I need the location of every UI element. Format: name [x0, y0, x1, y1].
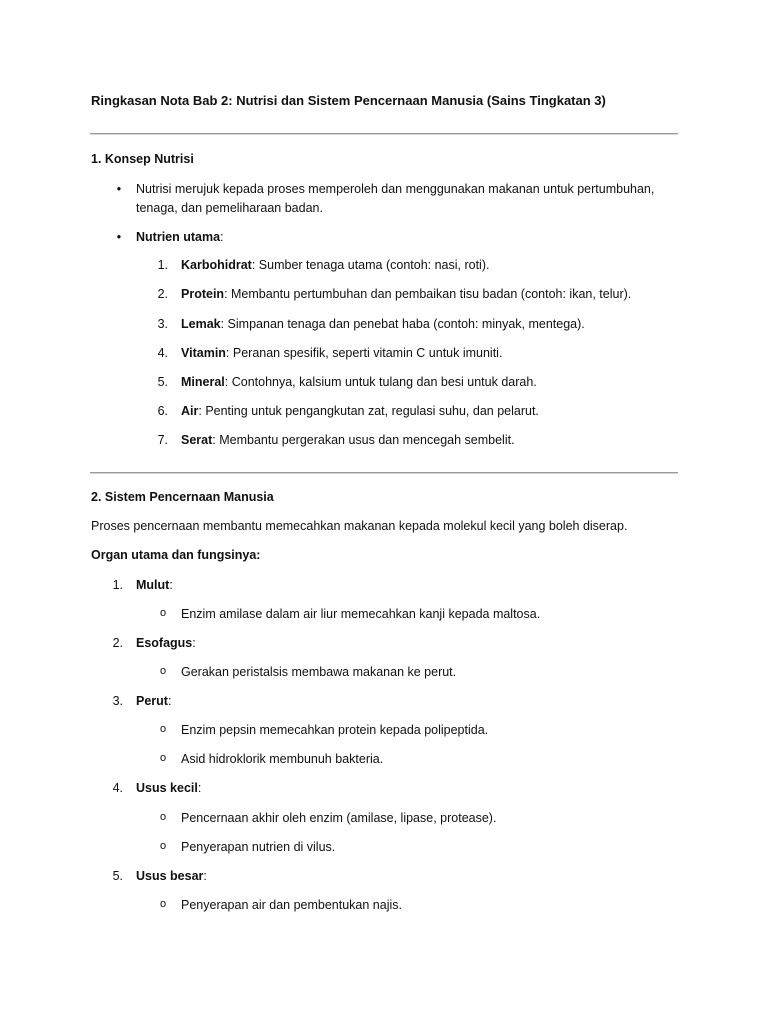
- organ-name: Usus besar: [136, 869, 204, 883]
- sub-list-text: Penyerapan nutrien di vilus.: [181, 840, 336, 854]
- organ-colon: :: [167, 694, 172, 708]
- bullet-text: [136, 228, 681, 247]
- list-number: 2.: [157, 287, 168, 301]
- list-item-text: [136, 869, 207, 883]
- circle-bullet-icon: o: [159, 840, 167, 852]
- bullet-text: Nutrisi merujuk kepada proses memperoleh dan menggunakan makanan untuk pertumbuhan, tenaga, dan pemeliharaan badan.: [136, 182, 655, 215]
- nutrient-desc: : Membantu pergerakan usus dan mencegah sembelit.: [212, 433, 515, 447]
- nutrient-name: Air: [181, 404, 199, 418]
- list-number: 6.: [157, 404, 168, 418]
- list-number: 1.: [157, 258, 168, 272]
- list-number: 1.: [112, 578, 123, 592]
- nutrient-desc: : Contohnya, kalsium untuk tulang dan besi untuk darah.: [224, 375, 537, 389]
- sub-list-text: Penyerapan air dan pembentukan najis.: [181, 898, 402, 912]
- nutrient-desc: : Membantu pertumbuhan dan pembaikan tisu badan (contoh: ikan, telur).: [224, 287, 632, 301]
- organ-name: Mulut: [136, 578, 170, 592]
- list-number: 3.: [112, 694, 123, 708]
- list-item-text: [181, 404, 539, 418]
- circle-bullet-icon: o: [159, 898, 167, 910]
- sub-list-text: Enzim pepsin memecahkan protein kepada polipeptida.: [181, 723, 489, 737]
- list-number: 5.: [157, 375, 168, 389]
- list-item-text: [181, 317, 585, 331]
- list-item-text: [136, 694, 171, 708]
- organ-colon: :: [192, 636, 196, 650]
- organ-name: Esofagus: [136, 636, 193, 650]
- list-item-text: [181, 346, 502, 360]
- bullet-bold-label: Nutrien utama: [136, 230, 221, 244]
- nutrient-desc: : Simpanan tenaga dan penebat haba (contoh: minyak, mentega).: [220, 317, 585, 331]
- list-item-text: [181, 258, 489, 272]
- section-heading-pencernaan: 2. Sistem Pencernaan Manusia: [91, 490, 274, 504]
- nutrient-name: Vitamin: [181, 346, 226, 360]
- list-item-text: [181, 287, 631, 301]
- organ-colon: :: [197, 781, 202, 795]
- nutrient-name: Lemak: [181, 317, 221, 331]
- bullet-dot-icon: •: [116, 182, 122, 196]
- nutrient-desc: : Penting untuk pengangkutan zat, regulasi suhu, dan pelarut.: [198, 404, 539, 418]
- list-item-text: [181, 433, 515, 447]
- list-item-text: [136, 636, 196, 650]
- document-title: Ringkasan Nota Bab 2: Nutrisi dan Sistem Pencernaan Manusia (Sains Tingkatan 3): [91, 93, 606, 108]
- circle-bullet-icon: o: [159, 811, 167, 823]
- list-number: 5.: [112, 869, 123, 883]
- organ-name: Usus kecil: [136, 781, 198, 795]
- list-number: 4.: [157, 346, 168, 360]
- nutrient-name: Mineral: [181, 375, 225, 389]
- list-number: 7.: [157, 433, 168, 447]
- organ-name: Perut: [136, 694, 168, 708]
- section-heading-nutrisi: 1. Konsep Nutrisi: [91, 152, 194, 166]
- nutrient-name: Serat: [181, 433, 213, 447]
- list-item-text: [136, 578, 173, 592]
- sub-list-text: Enzim amilase dalam air liur memecahkan kanji kepada maltosa.: [181, 607, 541, 621]
- list-item-text: [181, 375, 537, 389]
- nutrient-name: Protein: [181, 287, 225, 301]
- nutrient-desc: : Peranan spesifik, seperti vitamin C untuk imuniti.: [225, 346, 503, 360]
- nutrient-desc: : Sumber tenaga utama (contoh: nasi, roti).: [251, 258, 490, 272]
- section-intro: Proses pencernaan membantu memecahkan makanan kepada molekul kecil yang boleh diserap.: [91, 519, 628, 533]
- sub-list-text: Gerakan peristalsis membawa makanan ke perut.: [181, 665, 457, 679]
- divider: [90, 133, 678, 135]
- bullet-dot-icon: •: [116, 230, 122, 244]
- circle-bullet-icon: o: [159, 723, 167, 735]
- list-number: 4.: [112, 781, 123, 795]
- nutrient-name: Karbohidrat: [181, 258, 252, 272]
- circle-bullet-icon: o: [159, 752, 167, 764]
- list-number: 2.: [112, 636, 123, 650]
- subheading-organs: Organ utama dan fungsinya:: [91, 548, 261, 562]
- list-item-text: [136, 781, 201, 795]
- organ-colon: :: [169, 578, 173, 592]
- sub-list-text: Pencernaan akhir oleh enzim (amilase, lipase, protease).: [181, 811, 497, 825]
- bullet-rest: :: [220, 230, 224, 244]
- circle-bullet-icon: o: [159, 665, 167, 677]
- divider: [90, 472, 678, 474]
- circle-bullet-icon: o: [159, 607, 167, 619]
- list-number: 3.: [157, 317, 168, 331]
- sub-list-text: Asid hidroklorik membunuh bakteria.: [181, 752, 384, 766]
- organ-colon: :: [203, 869, 207, 883]
